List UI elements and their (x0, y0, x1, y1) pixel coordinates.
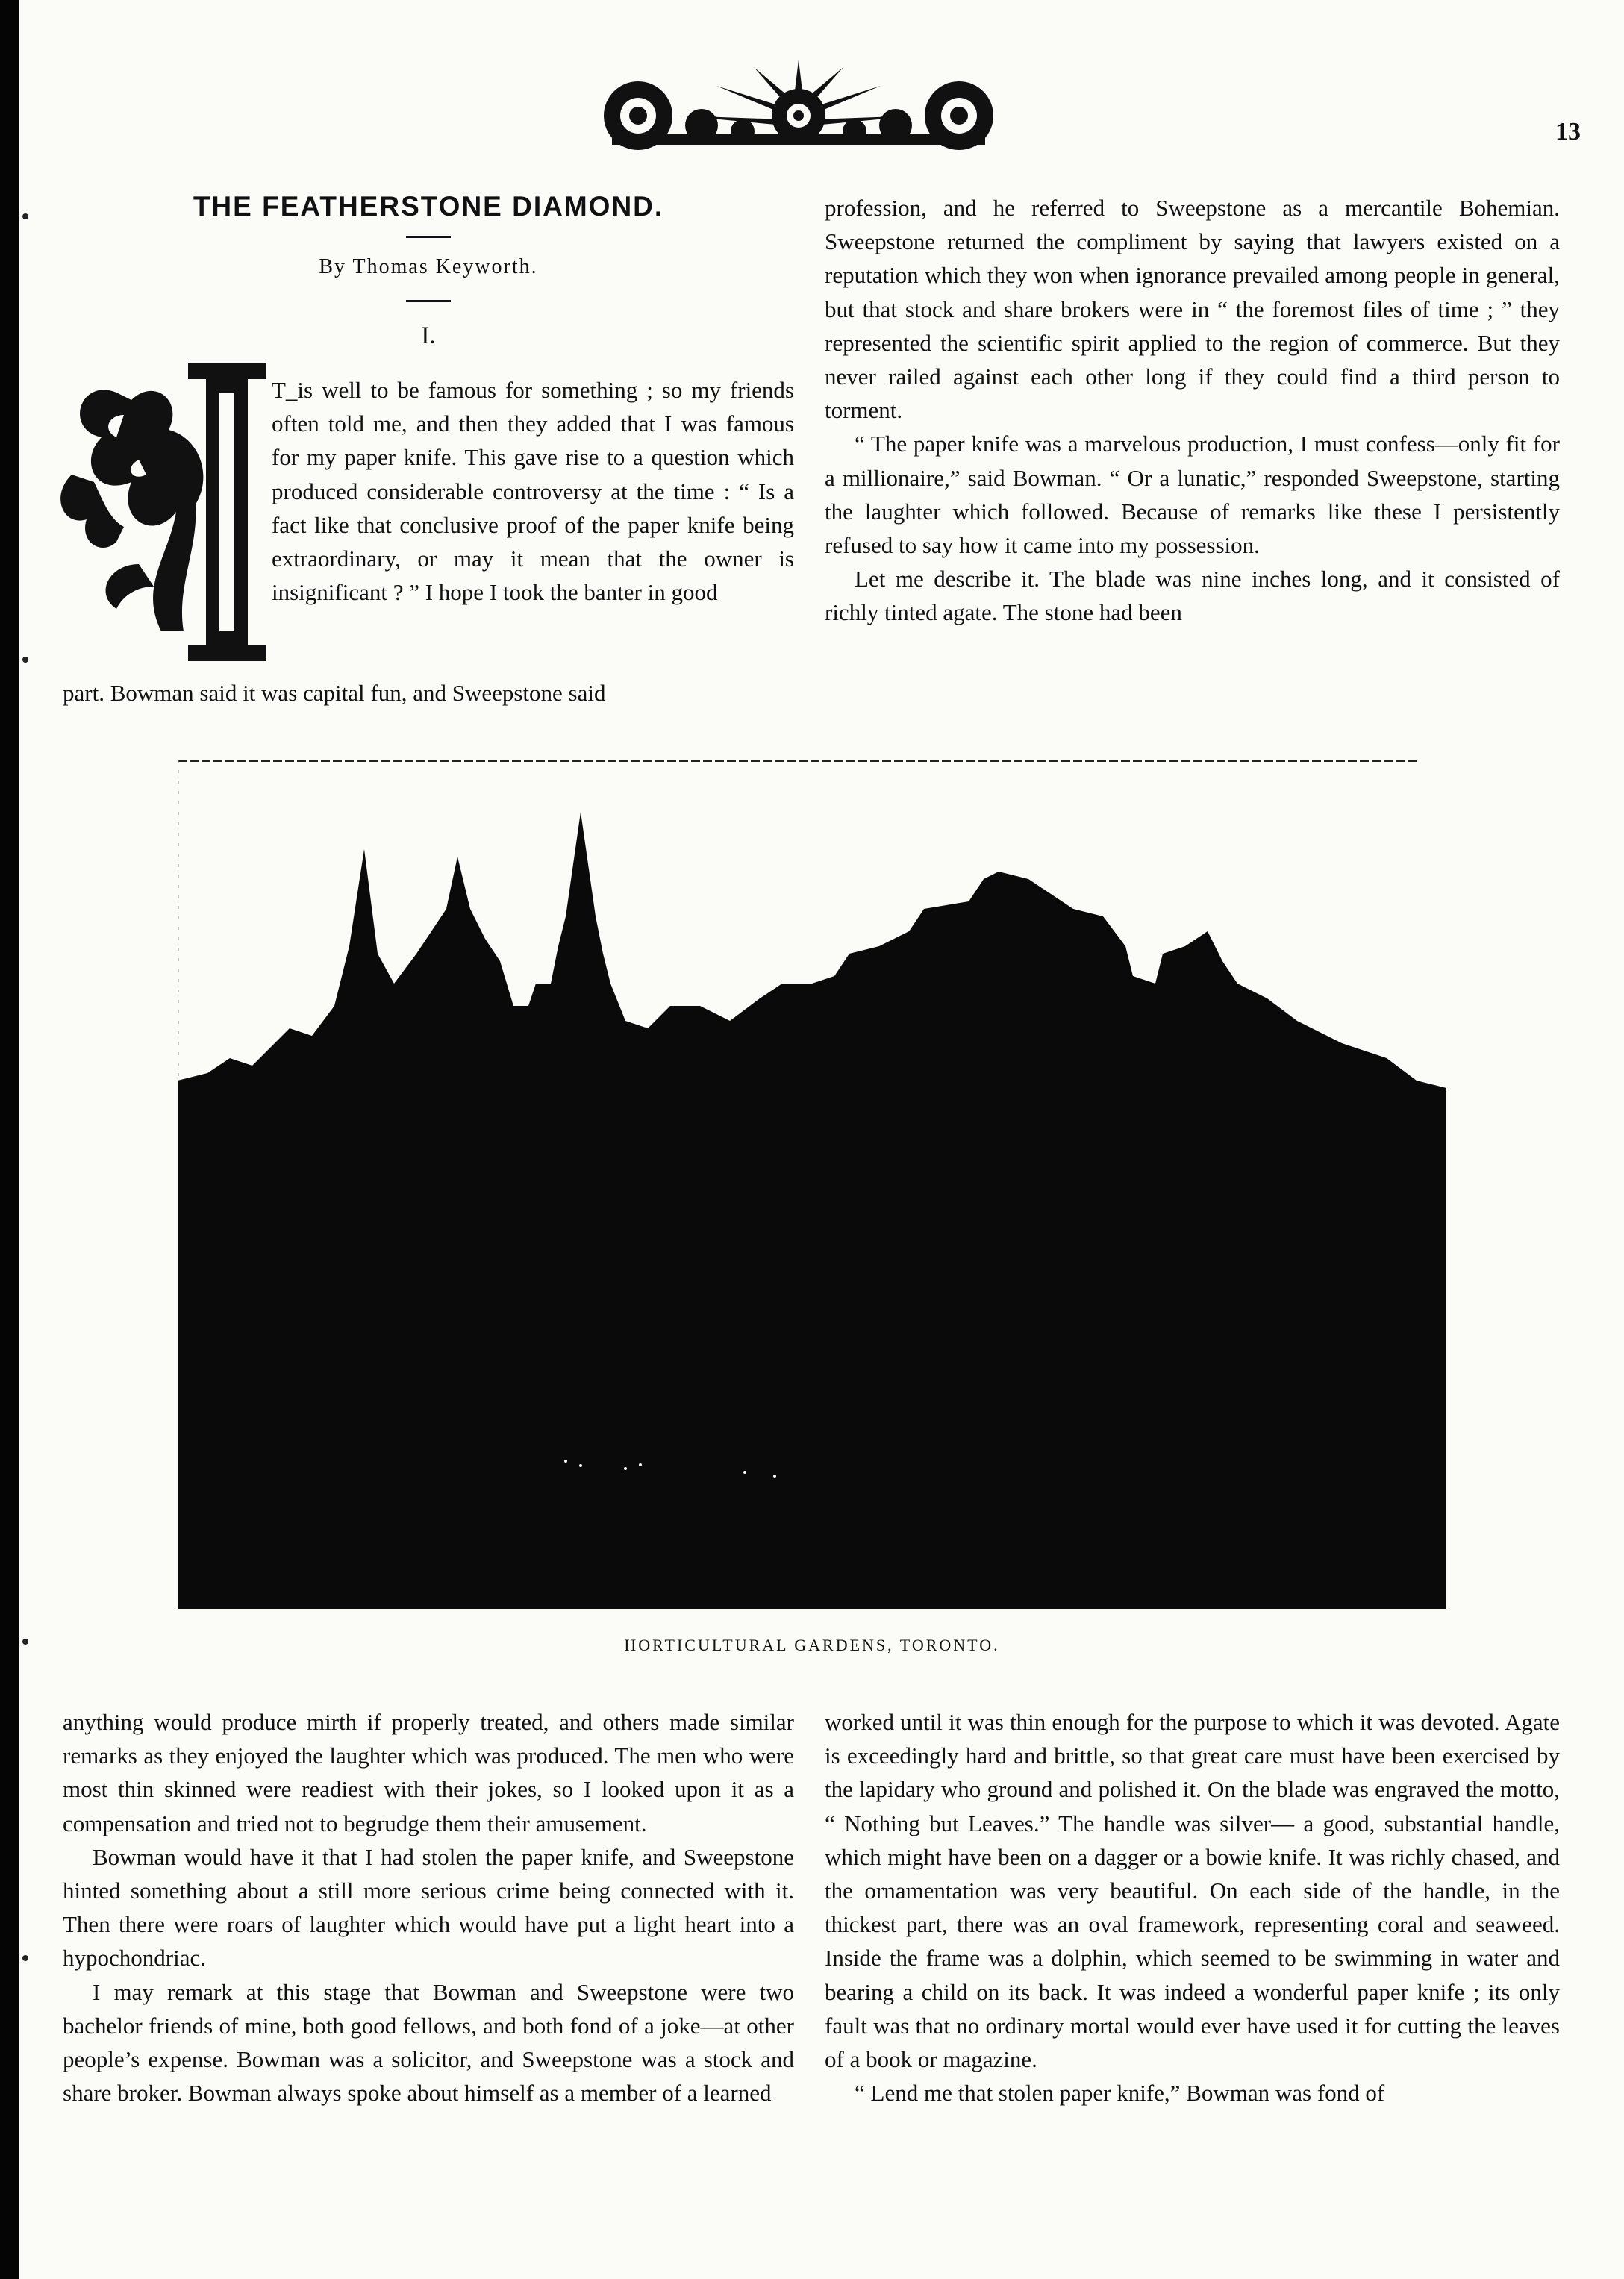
divider-rule (406, 236, 451, 238)
paragraph: “ The paper knife was a marvelous production, I must confess—only fit for a millionaire,” said Bowman. “ Or a lunatic,” responded Sweepstone, starting the laughter which followed. Because of remarks like these I persistently refused to say how it came into my possession. (825, 431, 1560, 559)
photo-caption: HORTICULTURAL GARDENS, TORONTO. (624, 1636, 1000, 1654)
right-column-bottom (825, 1705, 1560, 2110)
article-byline: By Thomas Keyworth. (319, 255, 538, 278)
left-column-bottom (63, 1705, 794, 2110)
paragraph: Let me describe it. The blade was nine inches long, and it consisted of richly tinted agate. The stone had been (825, 566, 1560, 626)
page-binding-edge (0, 0, 19, 2279)
left-column-top (63, 676, 794, 710)
divider-rule (406, 300, 451, 302)
paragraph: Bowman would have it that I had stolen the paper knife, and Sweepstone hinted something about a still more serious crime being connected with it. Then there were roars of laughter which would have put a light heart into a hypochondriac. (63, 1843, 794, 1972)
paragraph: anything would produce mirth if properly treated, and others made similar remarks as they enjoyed the laughter which was produced. The men who were most thin skinned were readiest with their jokes, so I looked upon it as a compensation and tried not to begrudge them their amusement. (63, 1709, 794, 1836)
paragraph: part. Bowman said it was capital fun, and Sweepstone said (63, 680, 606, 706)
paragraph: T_is well to be famous for something ; so my friends often told me, and then they added that I was famous for my paper knife. This gave rise to a question which produced considerable controversy at the time : “ Is a fact like that conclusive proof of the paper knife being extraordinary, or may it mean that the owner is insignificant ? ” I hope I took the banter in good (272, 377, 794, 606)
section-numeral: I. (421, 322, 436, 349)
paragraph: worked until it was thin enough for the purpose to which it was devoted. Agate is exceedingly hard and brittle, so that great care must have been exercised by the lapidary who ground and polished it. On the blade was engraved the motto, “ Nothing but Leaves.” The handle was silver— a good, substantial handle, which might have been on a dagger or a bowie knife. It was richly chased, and the ornamentation was very beautiful. On each side of the handle, in the thickest part, there was an oval framework, representing coral and seaweed. Inside the frame was a dolphin, which seemed to be swimming in water and bearing a child on its back. It was indeed a wonderful paper knife ; its only fault was that no ordinary mortal would ever have used it for cutting the leaves of a book or magazine. (825, 1709, 1560, 2073)
garden-silhouette-photo (178, 760, 1446, 1609)
right-column-top (825, 191, 1560, 630)
binding-mark (22, 657, 28, 663)
paragraph: I may remark at this stage that Bowman and Sweepstone were two bachelor friends of mine, both good fellows, and both fond of a joke—at other people’s expense. Bowman was a solicitor, and Sweepstone was a stock and share broker. Bowman always spoke about himself as a member of a learned (63, 1978, 794, 2107)
binding-mark (22, 1639, 28, 1645)
illuminated-letter-I-icon (49, 348, 270, 676)
floral-sunburst-ornament-icon (567, 45, 1030, 157)
binding-mark (22, 1955, 28, 1961)
page-number: 13 (1555, 118, 1581, 146)
paragraph: profession, and he referred to Sweepstone as a mercantile Bohemian. Sweepstone returned the compliment by saying that lawyers existed on a reputation which they won when ignorance prevailed among people in general, but that stock and share brokers were in “ the foremost files of time ; ” they represented the scientific spirit applied to the region of commerce. But they never railed against each other long if they could find a third person to torment. (825, 195, 1560, 424)
paragraph: “ Lend me that stolen paper knife,” Bowman was fond of (855, 2080, 1385, 2107)
drop-cap-paragraph (272, 373, 794, 609)
article-title: THE FEATHERSTONE DIAMOND. (193, 191, 664, 222)
binding-mark (22, 213, 28, 219)
